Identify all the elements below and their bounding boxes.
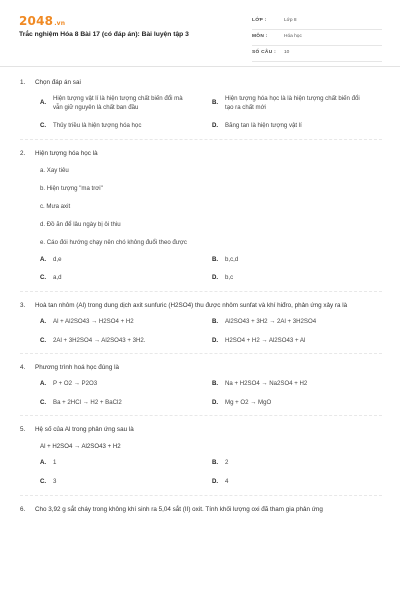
answer-option-c[interactable] <box>20 478 192 487</box>
reaction-equation: Al + H2SO4 → Al2SO43 + H2 <box>40 443 121 451</box>
answer-option-c[interactable] <box>20 399 192 408</box>
answer-option-c[interactable] <box>20 122 192 131</box>
question-number: 3. <box>20 301 26 309</box>
page-title: Trắc nghiệm Hóa 8 Bài 17 (có đáp án): Bài luyện tập 3 <box>19 31 189 38</box>
option-text: Mg + O2 → MgO <box>225 398 272 406</box>
meta-label: SỐ CÂU : <box>252 50 276 55</box>
option-letter: D. <box>212 274 219 282</box>
statement-item: e. Cáo đói hướng chạy nên chó không đuổi theo được <box>40 238 187 246</box>
option-text: 1 <box>53 459 57 467</box>
option-letter: A. <box>40 380 47 388</box>
answer-option-d[interactable] <box>192 337 364 346</box>
option-text: Băng tan là hiện tượng vật lí <box>225 122 302 130</box>
option-letter: C. <box>40 122 47 130</box>
option-letter: D. <box>212 336 219 344</box>
option-text: H2SO4 + H2 → Al2SO43 + Al <box>225 336 306 344</box>
answer-option-b[interactable] <box>192 95 364 112</box>
answer-option-a[interactable] <box>20 380 192 389</box>
question-6 <box>20 505 382 522</box>
answer-options <box>20 95 382 131</box>
answer-option-c[interactable] <box>20 274 192 283</box>
option-text: Hiện tượng vật lí là hiện tượng chất biến đổi mà vẫn giữ nguyên là chất ban đầu <box>53 95 183 111</box>
question-list <box>0 78 400 531</box>
question-text: Phương trình hoá học đúng là <box>35 364 119 372</box>
option-letter: D. <box>212 398 219 406</box>
answer-option-b[interactable] <box>192 318 364 327</box>
answer-option-a[interactable] <box>20 459 192 468</box>
answer-options <box>20 318 382 345</box>
question-3 <box>20 301 382 354</box>
question-text: Hiện tượng hóa học là <box>35 149 98 157</box>
answer-option-b[interactable] <box>192 459 364 468</box>
option-text: Thủy triều là hiện tượng hóa học <box>53 122 142 130</box>
option-letter: C. <box>40 398 47 406</box>
meta-row-count <box>252 46 382 62</box>
answer-option-d[interactable] <box>192 122 364 131</box>
meta-row-class <box>252 14 382 30</box>
meta-label: LỚP : <box>252 18 267 23</box>
answer-option-a[interactable] <box>20 256 192 265</box>
statement-item: c. Mưa axit <box>40 202 71 210</box>
statement-item: a. Xay tiêu <box>40 166 69 174</box>
meta-value: Lớp 8 <box>284 18 297 23</box>
option-letter: A. <box>40 255 47 263</box>
option-letter: D. <box>212 477 219 485</box>
question-number: 5. <box>20 426 26 434</box>
option-text: b,c,d <box>225 255 239 263</box>
meta-value: Hóa học <box>284 34 302 39</box>
option-letter: B. <box>212 99 219 107</box>
answer-option-b[interactable] <box>192 380 364 389</box>
answer-option-a[interactable] <box>20 318 192 327</box>
option-letter: B. <box>212 255 219 263</box>
site-logo[interactable]: 2048.vn <box>19 14 66 28</box>
statement-item: b. Hiện tượng "ma trơi" <box>40 184 103 192</box>
question-4 <box>20 363 382 416</box>
option-text: Al + Al2SO43 → H2SO4 + H2 <box>53 317 134 325</box>
answer-options <box>20 256 382 283</box>
answer-option-d[interactable] <box>192 274 364 283</box>
answer-options <box>20 380 382 407</box>
page-header <box>0 0 400 62</box>
question-text: Chọn đáp án sai <box>35 79 81 86</box>
option-letter: B. <box>212 380 219 388</box>
answer-option-d[interactable] <box>192 478 364 487</box>
question-text: Cho 3,92 g sắt cháy trong không khí sinh ra 5,04 sắt (II) oxit. Tính khối lượng oxi đã tham gia phản ứng <box>35 505 323 513</box>
option-letter: C. <box>40 477 47 485</box>
question-number: 2. <box>20 149 26 157</box>
question-1 <box>20 78 382 140</box>
statement-list <box>20 166 382 247</box>
option-text: 2 <box>225 459 229 467</box>
option-letter: B. <box>212 317 219 325</box>
option-letter: C. <box>40 336 47 344</box>
header-divider <box>0 66 400 67</box>
option-letter: A. <box>40 317 47 325</box>
answer-option-b[interactable] <box>192 256 364 265</box>
answer-option-a[interactable] <box>20 95 192 112</box>
option-text: a,d <box>53 274 62 282</box>
question-number: 4. <box>20 364 26 372</box>
option-letter: B. <box>212 459 219 467</box>
option-letter: A. <box>40 459 47 467</box>
option-text: 2Al + 3H2SO4 → Al2SO43 + 3H2. <box>53 336 146 344</box>
question-text: Hệ số của Al trong phản ứng sau là <box>35 426 134 434</box>
meta-value: 10 <box>284 50 290 55</box>
meta-row-subject <box>252 30 382 46</box>
option-letter: C. <box>40 274 47 282</box>
question-number: 6. <box>20 505 26 513</box>
option-text: Na + H2SO4 → Na2SO4 + H2 <box>225 380 308 388</box>
option-text: Hiện tượng hóa học là là hiện tượng chất biến đổi tạo ra chất mới <box>225 95 360 111</box>
question-5 <box>20 425 382 495</box>
meta-label: MÔN : <box>252 34 268 39</box>
option-text: 4 <box>225 477 229 485</box>
option-text: d,e <box>53 255 62 263</box>
question-number: 1. <box>20 79 26 86</box>
answer-option-c[interactable] <box>20 337 192 346</box>
option-text: P + O2 → P2O3 <box>53 380 98 388</box>
statement-item: d. Đồ ăn để lâu ngày bị ôi thiu <box>40 220 121 228</box>
option-text: 3 <box>53 477 57 485</box>
quiz-meta <box>252 14 382 62</box>
option-letter: A. <box>40 99 47 107</box>
question-2 <box>20 149 382 292</box>
question-text: Hoà tan nhôm (Al) trong dung dịch axit sunfuric (H2SO4) thu được nhôm sunfat và khí hiđro, phản ứng xảy ra là <box>35 301 348 309</box>
option-letter: D. <box>212 122 219 130</box>
option-text: b,c <box>225 274 234 282</box>
answer-options <box>20 459 382 486</box>
option-text: Ba + 2HCl → H2 + BaCl2 <box>53 398 122 406</box>
answer-option-d[interactable] <box>192 399 364 408</box>
option-text: Al2SO43 + 3H2 → 2Al + 3H2SO4 <box>225 317 317 325</box>
